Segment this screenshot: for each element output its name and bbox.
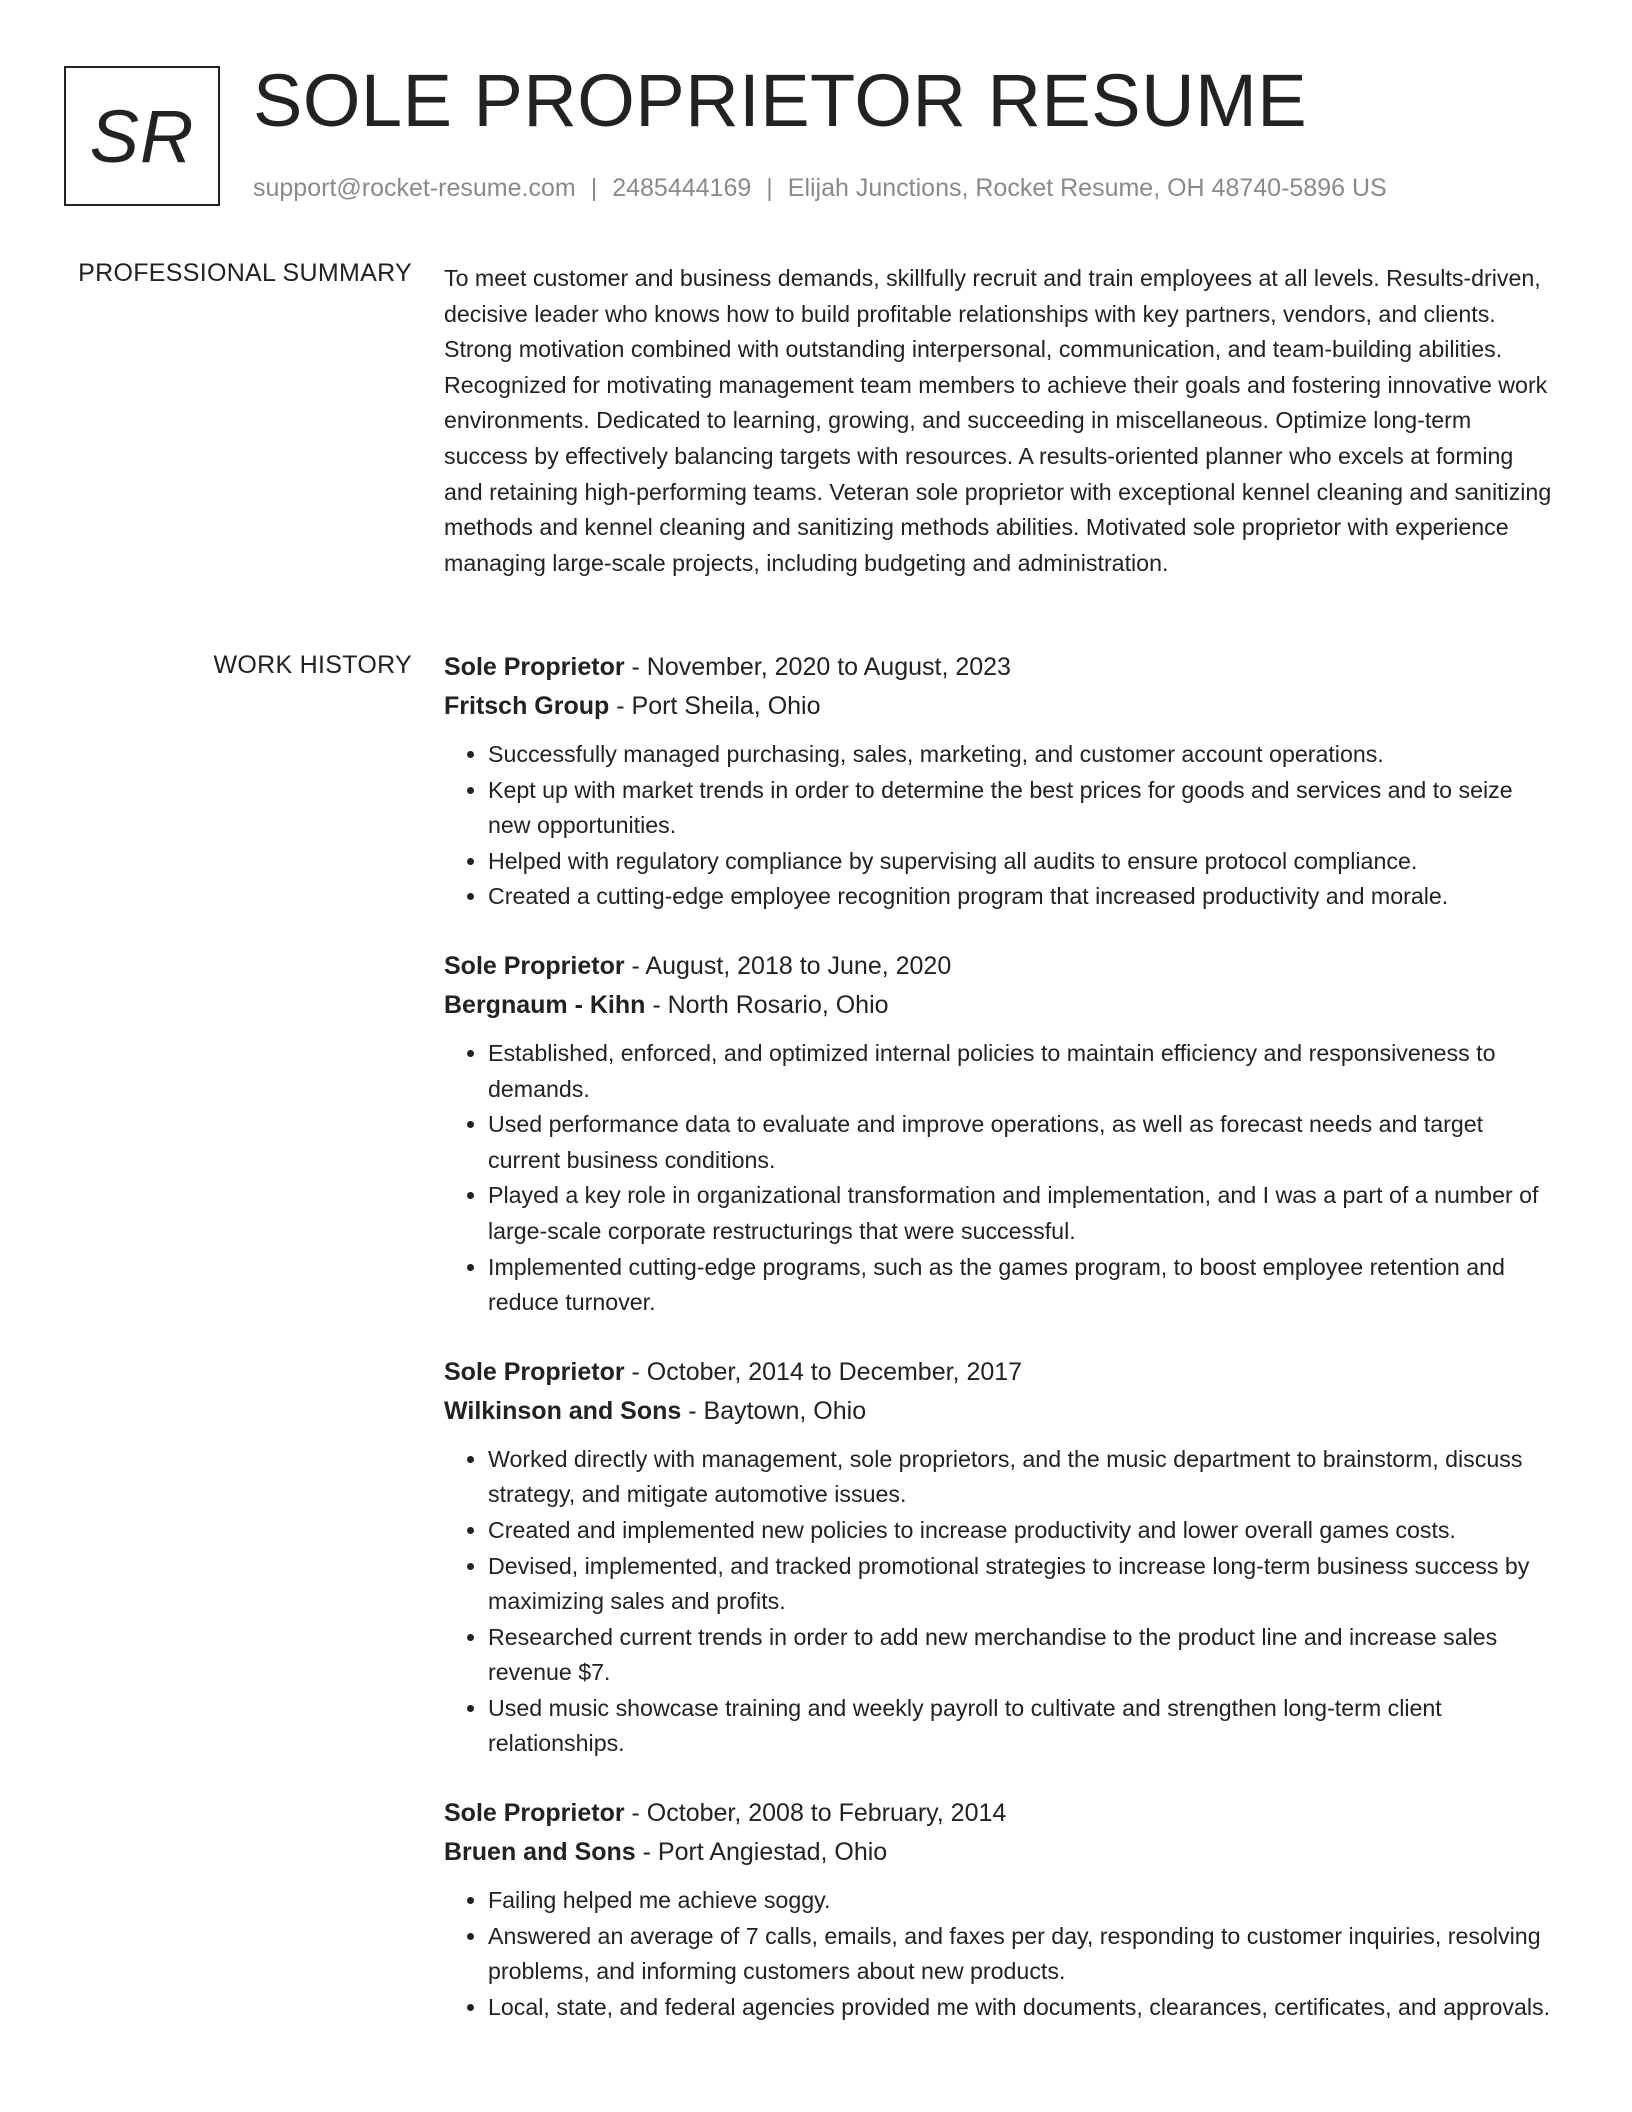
job-title-line [444, 1794, 1554, 1833]
job-bullet: • Kept up with market trends in order to determine the best prices for goods and services and to seize new opportunities. [488, 773, 1554, 844]
job-bullet: • Used performance data to evaluate and improve operations, as well as forecast needs and target current business conditions. [488, 1107, 1554, 1178]
job-title: Sole Proprietor [444, 1799, 625, 1828]
job-location: - North Rosario, Ohio [645, 990, 889, 1019]
contact-line [253, 174, 1387, 203]
job-title-line [444, 648, 1554, 687]
job-company: Bruen and Sons [444, 1838, 636, 1867]
job-bullet: • Researched current trends in order to add new merchandise to the product line and increase sales revenue $7. [488, 1620, 1554, 1691]
job-bullet: • Devised, implemented, and tracked promotional strategies to increase long-term business success by maximizing sales and profits. [488, 1549, 1554, 1620]
section-label-work-history: WORK HISTORY [213, 651, 412, 679]
job-entry [444, 947, 1554, 1321]
job-bullet: • Helped with regulatory compliance by supervising all audits to ensure protocol compliance. [488, 844, 1554, 880]
resume-title: SOLE PROPRIETOR RESUME [253, 59, 1308, 142]
contact-phone[interactable]: 2485444169 [612, 174, 752, 202]
job-bullet: • Created a cutting-edge employee recognition program that increased productivity and morale. [488, 879, 1554, 915]
job-dates: - October, 2014 to December, 2017 [624, 1357, 1023, 1386]
monogram: SR [64, 66, 220, 206]
job-location: - Port Angiestad, Ohio [635, 1838, 888, 1867]
job-title: Sole Proprietor [444, 1357, 625, 1386]
job-title-line [444, 947, 1554, 986]
job-dates: - August, 2018 to June, 2020 [624, 951, 952, 980]
contact-separator: | [590, 174, 598, 202]
job-bullet: • Established, enforced, and optimized internal policies to maintain efficiency and responsiveness to demands. [488, 1036, 1554, 1107]
job-entry [444, 1794, 1554, 2025]
job-bullet: • Implemented cutting-edge programs, such as the games program, to boost employee retention and reduce turnover. [488, 1250, 1554, 1321]
contact-address: Elijah Junctions, Rocket Resume, OH 48740-5896 US [787, 174, 1387, 202]
job-company-line [444, 687, 1554, 726]
job-title-line [444, 1353, 1554, 1392]
job-bullets [444, 1036, 1554, 1321]
job-location: - Port Sheila, Ohio [609, 692, 821, 720]
professional-summary: To meet customer and business demands, skillfully recruit and train employees at all levels. Results-driven, decisive leader who knows how to build profitable relationships with key partners, vendors, and clients. Strong motivation combined with outstanding interpersonal, communication, and team-building abilities. Recognized for motivating management team members to achieve their goals and fostering innovative work environments. Dedicated to learning, growing, and succeeding in miscellaneous. Optimize long-term success by effectively balancing targets with resources. A results-oriented planner who excels at forming and retaining high-performing teams. Veteran sole proprietor with exceptional kennel cleaning and sanitizing methods and kennel cleaning and sanitizing methods abilities. Motivated sole proprietor with experience managing large-scale projects, including budgeting and administration. [444, 265, 1552, 576]
job-entry [444, 648, 1554, 915]
job-company: Fritsch Group [444, 692, 610, 720]
job-bullet: • Failing helped me achieve soggy. [488, 1883, 1554, 1919]
contact-email[interactable]: support@rocket-resume.com [253, 174, 576, 202]
job-dates: - October, 2008 to February, 2014 [624, 1799, 1007, 1828]
job-bullet: • Worked directly with management, sole proprietors, and the music department to brainstorm, discuss strategy, and mitigate automotive issues. [488, 1442, 1554, 1513]
job-bullets [444, 1883, 1554, 2025]
job-bullets [444, 1442, 1554, 1762]
job-bullet: • Answered an average of 7 calls, emails, and faxes per day, responding to customer inquiries, resolving problems, and informing customers about new products. [488, 1919, 1554, 1990]
work-history-list [444, 648, 1554, 2057]
job-bullet: • Local, state, and federal agencies provided me with documents, clearances, certificates, and approvals. [488, 1990, 1554, 2026]
job-location: - Baytown, Ohio [681, 1396, 867, 1425]
job-title: Sole Proprietor [444, 951, 625, 980]
job-bullet: • Successfully managed purchasing, sales, marketing, and customer account operations. [488, 737, 1554, 773]
job-bullet: • Played a key role in organizational transformation and implementation, and I was a part of a number of large-scale corporate restructurings that were successful. [488, 1178, 1554, 1249]
job-bullet: • Created and implemented new policies to increase productivity and lower overall games costs. [488, 1513, 1554, 1549]
job-title: Sole Proprietor [444, 653, 625, 681]
job-company: Bergnaum - Kihn [444, 990, 646, 1019]
job-company-line [444, 1833, 1554, 1872]
job-dates: - November, 2020 to August, 2023 [624, 653, 1011, 681]
job-company-line [444, 1392, 1554, 1431]
job-entry [444, 1353, 1554, 1762]
contact-separator: | [766, 174, 773, 202]
section-label-summary: PROFESSIONAL SUMMARY [78, 259, 412, 287]
job-bullet: • Used music showcase training and weekly payroll to cultivate and strengthen long-term client relationships. [488, 1691, 1554, 1762]
job-company: Wilkinson and Sons [444, 1396, 682, 1425]
job-bullets [444, 737, 1554, 915]
job-company-line [444, 986, 1554, 1025]
